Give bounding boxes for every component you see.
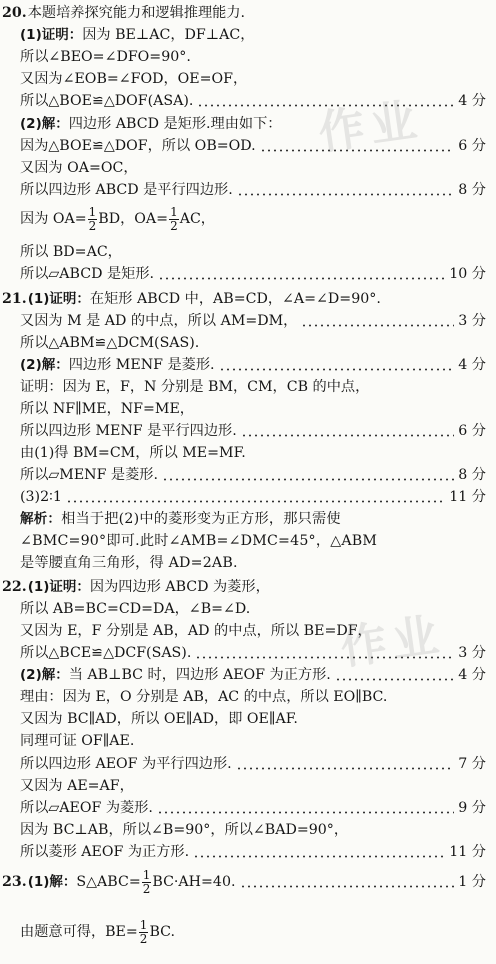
fraction — [139, 919, 149, 946]
answer-line — [20, 354, 486, 376]
line-text: 又因为 OA=OC， — [20, 160, 138, 176]
leader-dots — [260, 149, 455, 152]
leader-dots — [236, 767, 455, 770]
answer-line — [20, 730, 486, 752]
answer-line — [20, 263, 486, 285]
step-label: (2)解： — [20, 667, 69, 683]
answer-line — [20, 376, 486, 398]
answer-line — [20, 708, 486, 730]
line-text: 又因为 M 是 AD 的中点，所以 AM=DM， — [20, 313, 298, 329]
answer-line — [20, 420, 486, 442]
answer-line — [20, 68, 486, 90]
step-label: (2)解： — [20, 116, 69, 132]
score-mark: 6 分 — [458, 423, 486, 439]
answer-line — [2, 576, 486, 598]
answer-line — [20, 620, 486, 642]
answer-line — [20, 201, 486, 237]
line-text: 所以△ABM≌△DCM(SAS). — [20, 335, 200, 351]
score-mark: 8 分 — [458, 182, 486, 198]
answer-line — [20, 46, 486, 68]
answer-line — [20, 819, 486, 841]
fraction-numerator: 1 — [142, 867, 151, 882]
question-number: 20. — [2, 5, 27, 21]
answer-line — [20, 241, 486, 263]
leader-dots — [335, 678, 454, 681]
step-label: 解析： — [20, 511, 62, 527]
answer-line — [20, 442, 486, 464]
leader-dots — [157, 811, 454, 814]
score-mark: 7 分 — [458, 756, 486, 772]
score-mark: 11 分 — [449, 844, 486, 860]
answer-line — [20, 797, 486, 819]
leader-dots — [241, 434, 455, 437]
fraction — [169, 206, 179, 233]
score-mark: 4 分 — [458, 357, 486, 373]
line-text: 所以∠BEO=∠DFO=90°. — [20, 49, 191, 65]
line-text-continued: BD，OA= — [98, 211, 169, 227]
line-text: 又因为 BC∥AD，所以 OE∥AD，即 OE∥AF. — [20, 711, 298, 727]
question-number: 23. — [2, 874, 27, 890]
answer-line — [20, 135, 486, 157]
leader-dots — [162, 478, 454, 481]
watermark-top: 作业 — [315, 91, 426, 160]
answer-line — [20, 753, 486, 775]
line-text: 证明：因为 E，F，N 分别是 BM，CM，CB 的中点， — [20, 379, 370, 395]
answer-line — [20, 508, 486, 530]
score-mark: 9 分 — [458, 800, 486, 816]
score-mark: 10 分 — [449, 266, 486, 282]
line-text: 所以▱AEOF 为菱形. — [20, 800, 153, 816]
line-text: 在矩形 ABCD 中，AB=CD，∠A=∠D=90°. — [89, 291, 381, 307]
line-text: 所以▱MENF 是菱形. — [20, 467, 159, 483]
question-number: 21. — [2, 291, 27, 307]
line-text: 理由：因为 E，O 分别是 AB，AC 的中点，所以 EO∥BC. — [20, 689, 388, 705]
score-mark: 4 分 — [458, 93, 486, 109]
fraction-denominator: 2 — [139, 931, 148, 946]
line-text: 当 AB⊥BC 时，四边形 AEOF 为正方形. — [68, 667, 331, 683]
line-text: 因为 BC⊥AB，所以∠B=90°，所以∠BAD=90°， — [20, 822, 349, 838]
line-text: 所以四边形 MENF 是平行四边形. — [20, 423, 237, 439]
answer-line — [20, 598, 486, 620]
answer-line — [2, 864, 486, 900]
fraction — [88, 206, 98, 233]
leader-dots — [66, 500, 445, 503]
answer-line — [20, 157, 486, 179]
score-mark: 3 分 — [458, 645, 486, 661]
fraction-denominator: 2 — [142, 881, 151, 896]
leader-dots — [158, 277, 445, 280]
line-text: 所以△BOE≌△DOF(ASA). — [20, 93, 194, 109]
answer-line — [20, 552, 486, 574]
answer-line — [20, 664, 486, 686]
step-label: (1)证明： — [27, 579, 90, 595]
line-text: 因为△BOE≌△DOF，所以 OB=OD. — [20, 138, 256, 154]
answer-line — [20, 530, 486, 552]
score-mark: 4 分 — [458, 667, 486, 683]
leader-dots — [193, 855, 445, 858]
line-text: 是等腰直角三角形，得 AD=2AB. — [20, 555, 238, 571]
answer-line — [20, 486, 486, 508]
line-text: 又因为∠EOB=∠FOD，OE=OF， — [20, 71, 248, 87]
fraction — [142, 869, 152, 896]
leader-dots — [197, 104, 454, 107]
answer-line — [20, 113, 486, 135]
line-text: ∠BMC=90°即可.此时∠AMB=∠DMC=45°，△ABM — [20, 533, 378, 549]
question-number: 22. — [2, 579, 27, 595]
score-mark: 6 分 — [458, 138, 486, 154]
line-text: 又因为 E，F 分别是 AB，AD 的中点，所以 BE=DF， — [20, 623, 372, 639]
fraction-numerator: 1 — [88, 204, 97, 219]
step-label: (1)证明： — [27, 291, 90, 307]
watermark-bottom: 作业 — [337, 606, 448, 675]
line-text: 所以菱形 AEOF 为正方形. — [20, 844, 190, 860]
answer-line — [20, 398, 486, 420]
leader-dots — [301, 324, 454, 327]
line-text: 所以▱ABCD 是矩形. — [20, 266, 155, 282]
answer-line — [20, 90, 486, 112]
line-text: 所以 BD=AC， — [20, 244, 122, 260]
answer-line — [20, 841, 486, 863]
line-text: 又因为 AE=AF， — [20, 778, 134, 794]
answer-line — [2, 288, 486, 310]
score-mark: 11 分 — [449, 489, 486, 505]
line-text: 所以△BCE≌△DCF(SAS). — [20, 645, 192, 661]
leader-dots — [219, 368, 455, 371]
line-text: 由题意可得，BE= — [20, 924, 138, 940]
answer-line — [20, 332, 486, 354]
answer-line — [20, 775, 486, 797]
line-text: 所以四边形 ABCD 是平行四边形. — [20, 182, 233, 198]
line-text: (3)2∶1 — [20, 489, 62, 505]
leader-dots — [237, 193, 455, 196]
line-text: 所以 AB=BC=CD=DA，∠B=∠D. — [20, 601, 251, 617]
fraction-numerator: 1 — [170, 204, 178, 219]
line-text: 因为 OA= — [20, 211, 87, 227]
line-text: 因为 BE⊥AC，DF⊥AC， — [82, 27, 255, 43]
fraction-denominator: 2 — [88, 218, 97, 233]
line-text: 因为四边形 ABCD 为菱形， — [89, 579, 270, 595]
answer-line — [20, 642, 486, 664]
step-label: (2)解： — [20, 357, 69, 373]
line-text: S△ABC= — [76, 874, 141, 890]
fraction-denominator: 2 — [170, 218, 178, 233]
step-label: (1)证明： — [20, 27, 83, 43]
line-text: 所以 NF∥ME，NF=ME， — [20, 401, 194, 417]
line-text: 同理可证 OF∥AE. — [20, 733, 135, 749]
fraction-numerator: 1 — [139, 917, 148, 932]
score-mark: 3 分 — [458, 313, 486, 329]
line-text-tail: AC， — [179, 211, 215, 227]
answer-line — [20, 914, 486, 950]
line-text: 所以四边形 AEOF 为平行四边形. — [20, 756, 232, 772]
leader-dots — [240, 885, 455, 888]
leader-dots — [195, 656, 454, 659]
answer-line — [20, 179, 486, 201]
step-label: (1)解： — [27, 874, 77, 890]
score-mark: 8 分 — [458, 467, 486, 483]
score-mark: 1 分 — [458, 874, 486, 890]
answer-line — [2, 2, 486, 24]
line-text: 四边形 ABCD 是矩形.理由如下： — [68, 116, 282, 132]
line-text: 相当于把(2)中的菱形变为正方形，那只需使 — [61, 511, 341, 527]
answer-line — [20, 24, 486, 46]
answer-line — [20, 686, 486, 708]
line-text-continued: BC·AH=40. — [152, 874, 236, 890]
answer-line — [20, 464, 486, 486]
line-text: 由(1)得 BM=CM，所以 ME=MF. — [20, 445, 246, 461]
line-text-continued: BC. — [149, 924, 175, 940]
answer-line — [20, 310, 486, 332]
line-text: 四边形 MENF 是菱形. — [68, 357, 215, 373]
line-text: 本题培养探究能力和逻辑推理能力. — [27, 5, 246, 21]
